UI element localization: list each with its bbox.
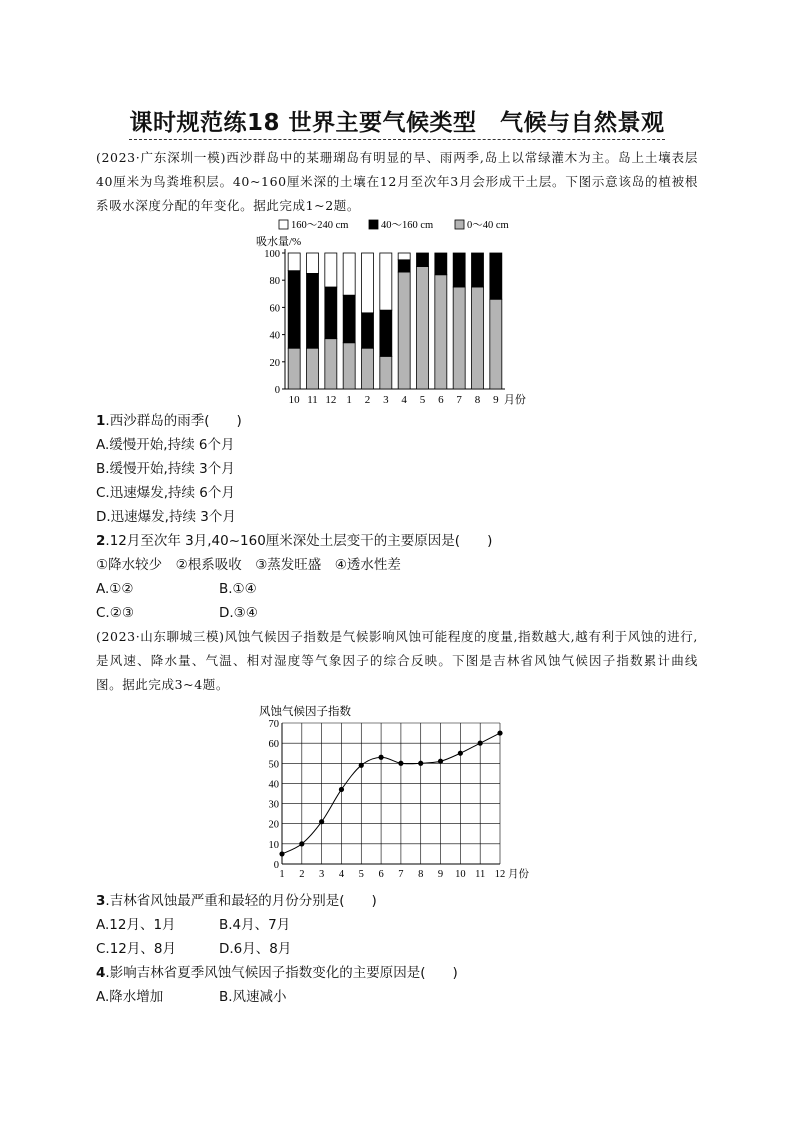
x-tick-label: 10 xyxy=(288,394,300,406)
x-tick-label: 8 xyxy=(474,394,481,406)
y-tick-label: 0 xyxy=(274,385,280,396)
bar-segment xyxy=(490,253,502,299)
data-point xyxy=(339,787,344,792)
x-tick-label: 4 xyxy=(401,394,407,406)
y-tick-label: 50 xyxy=(268,759,279,771)
bar-segment xyxy=(362,253,374,313)
bar-segment xyxy=(472,253,484,287)
bar-segment xyxy=(417,253,429,267)
bar-segment xyxy=(325,253,337,287)
y-tick-label: 60 xyxy=(268,739,279,751)
x-tick-label: 12 xyxy=(494,869,506,880)
data-point xyxy=(458,751,463,756)
bar-segment xyxy=(435,275,447,389)
y-tick-label: 80 xyxy=(269,276,280,288)
bar-segment xyxy=(380,253,392,310)
bar-segment xyxy=(453,253,465,287)
x-tick-label: 2 xyxy=(364,394,371,406)
chart-title: 风蚀气候因子指数 xyxy=(259,706,351,718)
bar-segment xyxy=(417,267,429,389)
data-point xyxy=(438,759,443,764)
y-tick-label: 30 xyxy=(268,799,279,811)
q2-option-b[interactable]: B.①④ xyxy=(219,581,257,597)
chart-wind-erosion-index xyxy=(254,700,544,885)
bar-segment xyxy=(453,287,465,389)
intro-passage-1: (2023·广东深圳一模)西沙群岛中的某珊瑚岛有明显的旱、雨两季,岛上以常绿灌木为主。岛上土壤表层40厘米为鸟粪堆积层。40~160厘米深的土壤在12月至次年3月会形成干土层。下图示意该岛的植被根系吸水深度分配的年变化。据此完成1~2题。 xyxy=(96,150,698,213)
x-tick-label: 4 xyxy=(338,869,345,880)
x-tick-label: 8 xyxy=(418,869,424,880)
y-tick-label: 60 xyxy=(269,303,280,315)
bar-segment xyxy=(343,295,355,343)
bar-segment xyxy=(343,343,355,389)
question-2-stem: 2.12月至次年 3月,40~160厘米深处土层变干的主要原因是( ) xyxy=(96,533,493,549)
y-tick-label: 0 xyxy=(273,860,279,871)
q3-option-d[interactable]: D.6月、8月 xyxy=(219,941,292,957)
x-tick-label: 1 xyxy=(279,869,285,880)
x-tick-label: 2 xyxy=(299,869,305,880)
q2-option-d[interactable]: D.③④ xyxy=(219,605,258,621)
x-tick-label: 1 xyxy=(346,394,352,406)
y-tick-label: 20 xyxy=(268,819,279,831)
bar-segment xyxy=(307,253,319,273)
bar-segment xyxy=(398,253,410,260)
q3-option-b[interactable]: B.4月、7月 xyxy=(219,917,291,933)
x-tick-label: 5 xyxy=(358,869,364,880)
x-tick-label: 3 xyxy=(319,869,325,880)
q2-option-a[interactable]: A.①② xyxy=(96,581,134,597)
bar-segment xyxy=(325,339,337,389)
y-tick-label: 70 xyxy=(268,719,279,730)
bar-segment xyxy=(343,253,355,295)
legend-label: 40～160 cm xyxy=(381,220,434,231)
bar-segment xyxy=(380,356,392,389)
y-tick-label: 100 xyxy=(264,249,280,260)
x-tick-label: 7 xyxy=(398,869,404,880)
x-tick-label: 12 xyxy=(325,394,337,406)
bar-segment xyxy=(398,260,410,272)
question-1-stem: 1.西沙群岛的雨季( ) xyxy=(96,413,242,429)
legend-swatch xyxy=(455,220,464,229)
q1-option-a[interactable]: A.缓慢开始,持续 6个月 xyxy=(96,437,235,453)
question-4-stem: 4.影响吉林省夏季风蚀气候因子指数变化的主要原因是( ) xyxy=(96,965,458,981)
q2-choice-items: ①降水较少 ②根系吸收 ③蒸发旺盛 ④透水性差 xyxy=(96,557,401,573)
page-title: 课时规范练18 世界主要气候类型 气候与自然景观 xyxy=(0,104,794,140)
chart-water-uptake xyxy=(250,212,540,410)
x-tick-label: 3 xyxy=(383,394,389,406)
y-tick-label: 40 xyxy=(269,330,280,342)
q2-option-c[interactable]: C.②③ xyxy=(96,605,134,621)
x-tick-label: 11 xyxy=(475,869,486,880)
data-point xyxy=(418,761,423,766)
q4-option-a[interactable]: A.降水增加 xyxy=(96,989,164,1005)
bar-segment xyxy=(362,313,374,348)
x-axis-unit: 月份 xyxy=(508,869,529,880)
bar-segment xyxy=(307,348,319,389)
data-point xyxy=(398,761,403,766)
bar-segment xyxy=(435,253,447,275)
legend-swatch xyxy=(279,220,288,229)
bar-segment xyxy=(490,299,502,389)
q1-option-d[interactable]: D.迅速爆发,持续 3个月 xyxy=(96,509,236,525)
data-point xyxy=(359,763,364,768)
bar-segment xyxy=(398,272,410,389)
bar-segment xyxy=(307,273,319,348)
y-tick-label: 10 xyxy=(268,839,279,851)
q1-option-b[interactable]: B.缓慢开始,持续 3个月 xyxy=(96,461,235,477)
q4-option-b[interactable]: B.风速减小 xyxy=(219,989,287,1005)
bar-segment xyxy=(288,253,300,271)
y-tick-label: 40 xyxy=(268,779,279,791)
legend-swatch xyxy=(369,220,378,229)
bar-segment xyxy=(325,287,337,339)
x-tick-label: 9 xyxy=(437,869,444,880)
bar-segment xyxy=(472,287,484,389)
x-tick-label: 11 xyxy=(307,394,318,406)
data-point xyxy=(319,819,324,824)
bar-segment xyxy=(362,348,374,389)
x-tick-label: 6 xyxy=(438,394,444,406)
index-curve xyxy=(282,733,500,854)
x-tick-label: 10 xyxy=(455,869,466,880)
intro-passage-2: (2023·山东聊城三模)风蚀气候因子指数是气候影响风蚀可能程度的度量,指数越大,越有利于风蚀的进行,是风速、降水量、气温、相对湿度等气象因子的综合反映。下图是吉林省风蚀气候因子指数累计曲线图。据此完成3~4题。 xyxy=(96,629,698,692)
data-point xyxy=(497,730,502,735)
bar-segment xyxy=(288,348,300,389)
q3-option-a[interactable]: A.12月、1月 xyxy=(96,917,176,933)
x-axis-unit: 月份 xyxy=(503,394,526,406)
legend-label: 160～240 cm xyxy=(291,220,349,231)
legend-label: 0～40 cm xyxy=(467,220,509,231)
x-tick-label: 6 xyxy=(378,869,384,880)
x-tick-label: 5 xyxy=(419,394,426,406)
question-3-stem: 3.吉林省风蚀最严重和最轻的月份分别是( ) xyxy=(96,893,377,909)
bar-segment xyxy=(380,310,392,356)
data-point xyxy=(299,841,304,846)
q1-option-c[interactable]: C.迅速爆发,持续 6个月 xyxy=(96,485,235,501)
q3-option-c[interactable]: C.12月、8月 xyxy=(96,941,176,957)
data-point xyxy=(279,851,284,856)
bar-segment xyxy=(288,271,300,349)
y-axis-label: 吸水量/% xyxy=(256,236,302,248)
y-tick-label: 20 xyxy=(269,357,280,369)
x-tick-label: 7 xyxy=(456,394,462,406)
data-point xyxy=(378,755,383,760)
data-point xyxy=(478,741,483,746)
x-tick-label: 9 xyxy=(493,394,499,406)
